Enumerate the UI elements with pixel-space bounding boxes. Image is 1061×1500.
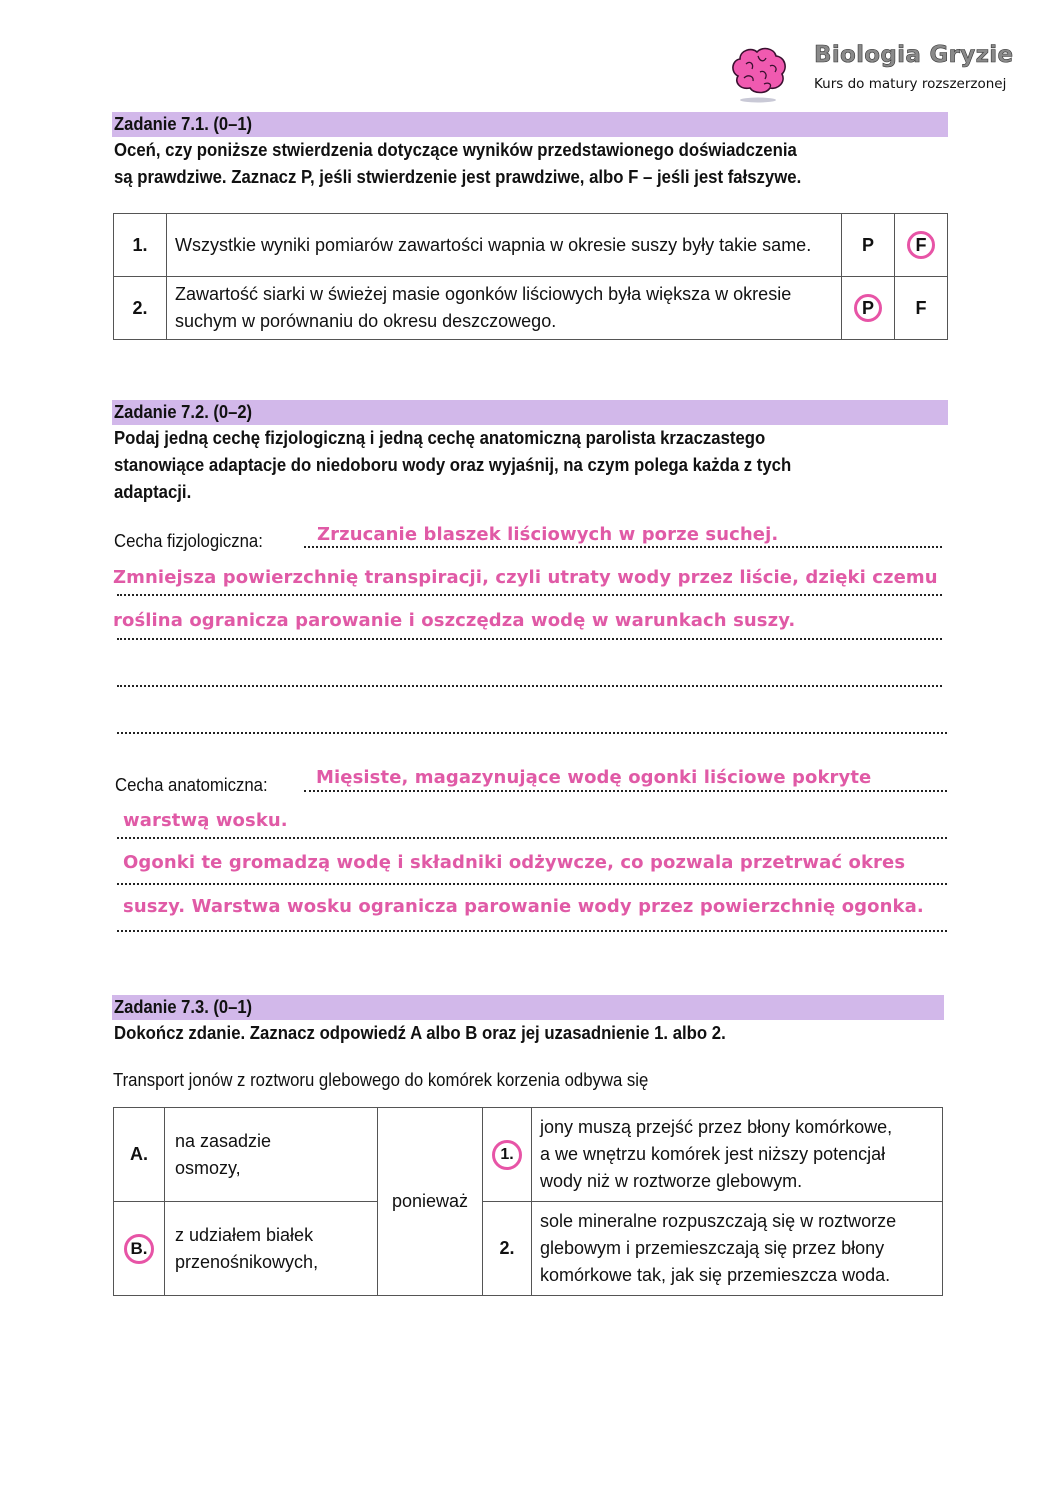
instruction-line: Podaj jedną cechę fizjologiczną i jedną cechę anatomiczną parolista krzaczastego xyxy=(114,428,766,448)
anat-answer-line: suszy. Warstwa wosku ogranicza parowanie wody przez powierzchnię ogonka. xyxy=(123,896,924,917)
reason-line: a we wnętrzu komórek jest niższy potencjał xyxy=(540,1144,886,1164)
option-text-line: na zasadzie xyxy=(175,1130,272,1151)
true-false-table xyxy=(113,213,948,340)
reason-text xyxy=(532,1202,943,1296)
task-7-3-header xyxy=(112,995,944,1020)
option-f-selected[interactable] xyxy=(895,214,948,277)
task-7-2-title: Zadanie 7.2. (0–2) xyxy=(114,402,253,422)
sentence-stem: Transport jonów z roztworu glebowego do komórek korzenia odbywa się xyxy=(113,1070,649,1090)
reason-line: jony muszą przejść przez błony komórkowe, xyxy=(540,1117,893,1137)
answer-line[interactable] xyxy=(117,594,942,596)
answer-line[interactable] xyxy=(117,930,947,932)
option-letter[interactable]: A. xyxy=(114,1108,165,1202)
statement-text: Zawartość siarki w świeżej masie ogonków liściowych była większa w okresie suchym w porównaniu do okresu deszczowego. xyxy=(167,277,842,340)
answer-line[interactable] xyxy=(117,638,942,640)
selection-circle: 1. xyxy=(492,1140,522,1170)
reason-number-selected[interactable] xyxy=(483,1108,532,1202)
option-f[interactable]: F xyxy=(895,277,948,340)
selection-circle: P xyxy=(854,294,882,322)
brand-header xyxy=(728,38,1058,108)
answer-line[interactable] xyxy=(117,883,947,885)
answer-line[interactable] xyxy=(304,790,947,792)
option-text-line: przenośnikowych, xyxy=(175,1251,319,1272)
task-7-1-instruction xyxy=(114,137,905,191)
task-7-3-instruction: Dokończ zdanie. Zaznacz odpowiedź A albo B oraz jej uzasadnienie 1. albo 2. xyxy=(114,1023,726,1043)
physio-answer-line: roślina ogranicza parowanie i oszczędza wodę w warunkach suszy. xyxy=(113,610,796,631)
option-text-line: z udziałem białek xyxy=(175,1224,314,1245)
reason-line: wody niż w roztworze glebowym. xyxy=(540,1171,803,1191)
table-row xyxy=(114,1108,943,1202)
selection-circle: B. xyxy=(124,1234,154,1264)
reason-line: komórkowe tak, jak się przemieszcza woda. xyxy=(540,1265,891,1285)
table-row xyxy=(114,1202,943,1296)
brand-subtitle: Kurs do matury rozszerzonej xyxy=(814,76,1007,92)
statement-text: Wszystkie wyniki pomiarów zawartości wapnia w okresie suszy były takie same. xyxy=(167,214,842,277)
instruction-line: są prawdziwe. Zaznacz P, jeśli stwierdzenie jest prawdziwe, albo F – jeśli jest fałszywe. xyxy=(114,167,802,187)
connector: ponieważ xyxy=(378,1108,483,1296)
brain-icon xyxy=(728,42,790,104)
row-number: 1. xyxy=(114,214,167,277)
option-letter-selected[interactable] xyxy=(114,1202,165,1296)
answer-line[interactable] xyxy=(117,732,947,734)
task-7-3-title: Zadanie 7.3. (0–1) xyxy=(114,997,253,1017)
task-7-1-title: Zadanie 7.1. (0–1) xyxy=(114,114,253,134)
selection-circle: F xyxy=(907,231,935,259)
reason-number[interactable]: 2. xyxy=(483,1202,532,1296)
anat-answer-line: warstwą wosku. xyxy=(123,810,288,831)
table-row xyxy=(114,277,948,340)
option-text xyxy=(165,1108,378,1202)
task-7-2-instruction xyxy=(114,425,905,506)
instruction-line: adaptacji. xyxy=(114,482,192,502)
anat-answer-line: Mięsiste, magazynujące wodę ogonki liściowe pokryte xyxy=(316,767,872,788)
option-text-line: osmozy, xyxy=(175,1157,241,1178)
brand-title: Biologia Gryzie xyxy=(814,42,1014,68)
answer-line[interactable] xyxy=(304,546,942,548)
physio-label: Cecha fizjologiczna: xyxy=(114,531,263,551)
option-p[interactable]: P xyxy=(842,214,895,277)
anat-answer-line: Ogonki te gromadzą wodę i składniki odżywcze, co pozwala przetrwać okres xyxy=(123,852,906,873)
option-p-selected[interactable] xyxy=(842,277,895,340)
task-7-1-header xyxy=(112,112,948,137)
answer-line[interactable] xyxy=(117,685,942,687)
reason-line: glebowym i przemieszczają się przez błony xyxy=(540,1238,885,1258)
table-row xyxy=(114,214,948,277)
instruction-line: stanowiące adaptacje do niedoboru wody oraz wyjaśnij, na czym polega każda z tych xyxy=(114,455,792,475)
physio-answer-line: Zrzucanie blaszek liściowych w porze suchej. xyxy=(317,524,779,545)
anat-label: Cecha anatomiczna: xyxy=(115,775,268,795)
instruction-line: Oceń, czy poniższe stwierdzenia dotyczące wyników przedstawionego doświadczenia xyxy=(114,140,797,160)
task-7-2-header xyxy=(112,400,948,425)
option-text xyxy=(165,1202,378,1296)
reason-line: sole mineralne rozpuszczają się w roztworze xyxy=(540,1211,897,1231)
choice-table xyxy=(113,1107,943,1296)
physio-answer-line: Zmniejsza powierzchnię transpiracji, czyli utraty wody przez liście, dzięki czemu xyxy=(113,567,938,588)
reason-text xyxy=(532,1108,943,1202)
row-number: 2. xyxy=(114,277,167,340)
answer-line[interactable] xyxy=(117,837,947,839)
